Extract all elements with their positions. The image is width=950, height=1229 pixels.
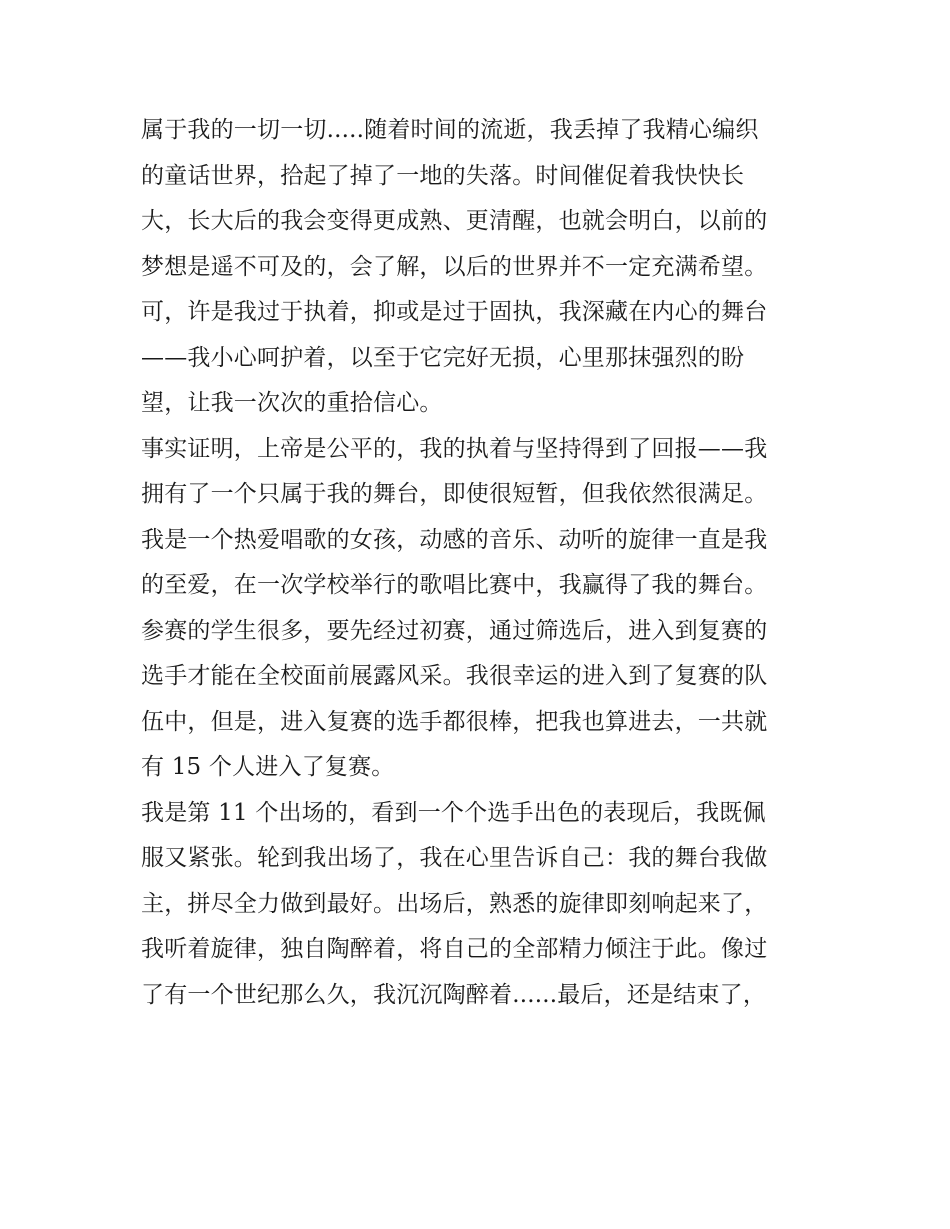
text-line: 有 15 个人进入了复赛。 bbox=[141, 754, 395, 780]
text-line: 了有一个世纪那么久，我沉沉陶醉着......最后，还是结束了， bbox=[141, 981, 767, 1008]
text-line: ——我小心呵护着，以至于它完好无损，心里那抹强烈的盼 bbox=[141, 344, 745, 371]
text-line: 可，许是我过于执着，抑或是过于固执，我深藏在内心的舞台 bbox=[141, 299, 768, 325]
text-line: 的至爱，在一次学校举行的歌唱比赛中，我赢得了我的舞台。 bbox=[141, 572, 768, 598]
text-line: 事实证明，上帝是公平的，我的执着与坚持得到了回报——我 bbox=[141, 435, 768, 462]
text-line: 大，长大后的我会变得更成熟、更清醒，也就会明白，以前的 bbox=[141, 208, 768, 234]
text-line: 我听着旋律，独自陶醉着，将自己的全部精力倾注于此。像过 bbox=[141, 936, 768, 962]
text-line: 梦想是遥不可及的，会了解，以后的世界并不一定充满希望。 bbox=[141, 253, 768, 280]
text-line: 参赛的学生很多，要先经过初赛，通过筛选后，进入到复赛的 bbox=[141, 617, 768, 644]
text-line: 我是一个热爱唱歌的女孩，动感的音乐、动听的旋律一直是我 bbox=[141, 526, 768, 553]
body-text bbox=[141, 108, 821, 1018]
text-line: 望，让我一次次的重拾信心。 bbox=[141, 390, 443, 416]
text-line: 我是第 11 个出场的，看到一个个选手出色的表现后，我既佩 bbox=[141, 799, 766, 826]
text-line: 主，拼尽全力做到最好。出场后，熟悉的旋律即刻响起来了， bbox=[141, 890, 768, 917]
text-line: 伍中，但是，进入复赛的选手都很棒，把我也算进去，一共就 bbox=[141, 708, 768, 735]
text-line: 的童话世界，拾起了掉了一地的失落。时间催促着我快快长 bbox=[141, 162, 745, 189]
text-line: 服又紧张。轮到我出场了，我在心里告诉自己：我的舞台我做 bbox=[141, 845, 768, 871]
text-line: 属于我的一切一切.....随着时间的流逝，我丢掉了我精心编织 bbox=[141, 117, 759, 143]
text-line: 选手才能在全校面前展露风采。我很幸运的进入到了复赛的队 bbox=[141, 663, 768, 689]
text-line: 拥有了一个只属于我的舞台，即使很短暂，但我依然很满足。 bbox=[141, 481, 768, 507]
